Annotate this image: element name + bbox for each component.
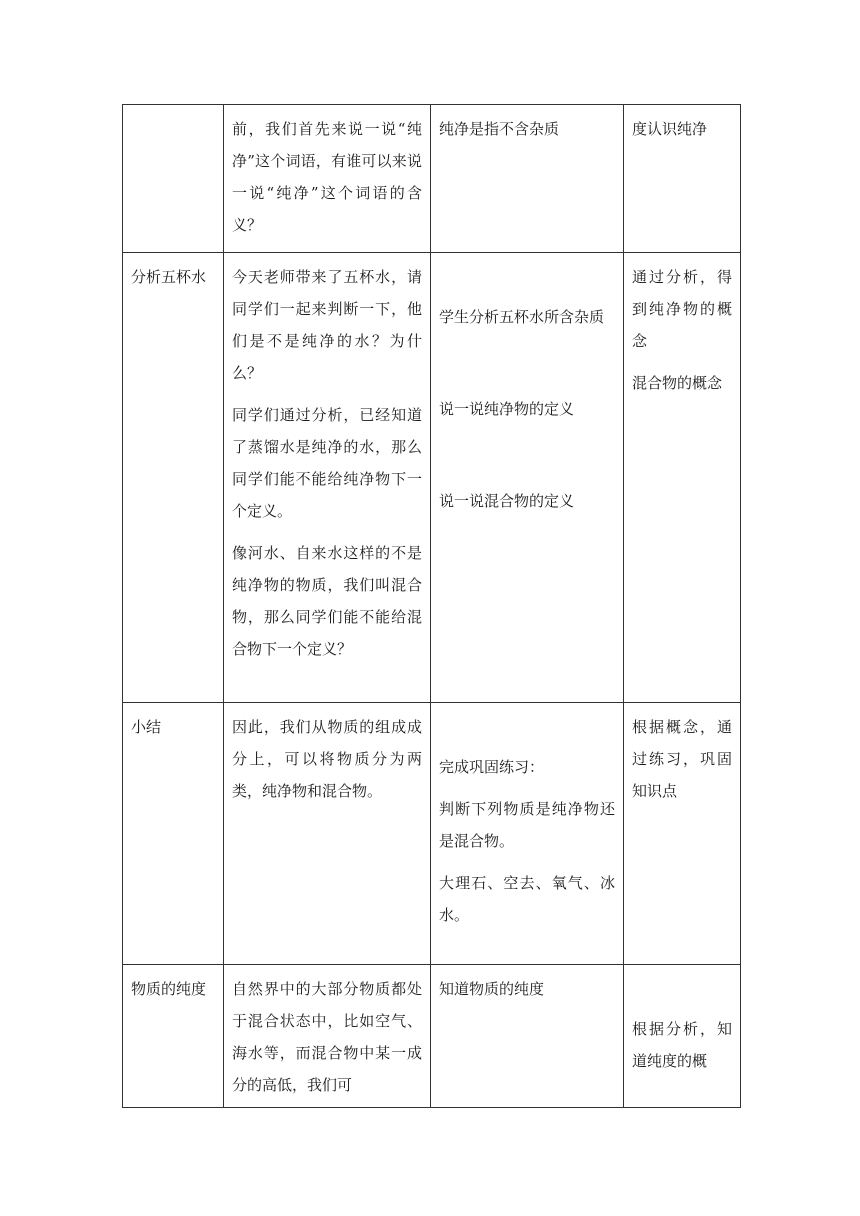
cell-design-intent [624, 965, 741, 1108]
cell-text: 根据分析，知道纯度的概 [632, 1020, 732, 1070]
cell-text: 同学们通过分析，已经知道了蒸馏水是纯净的水，那么同学们能不能给纯净物下一个定义。 [232, 406, 422, 520]
lesson-plan-table [122, 104, 741, 1108]
cell-text: 分析五杯水 [131, 268, 207, 286]
cell-text: 判断下列物质是纯净物还是混合物。 [439, 800, 615, 850]
table-row [123, 253, 741, 703]
table-row [123, 703, 741, 965]
cell-text: 度认识纯净 [632, 120, 708, 138]
cell-text: 知道物质的纯度 [439, 980, 545, 998]
cell-teacher-activity [224, 703, 431, 965]
table-row [123, 965, 741, 1108]
cell-text: 学生分析五杯水所含杂质 [439, 308, 605, 326]
cell-step [123, 253, 224, 703]
cell-student-activity [431, 965, 624, 1108]
cell-text: 今天老师带来了五杯水，请同学们一起来判断一下，他们是不是纯净的水？为什么？ [232, 268, 422, 382]
cell-text: 因此，我们从物质的组成成分上，可以将物质分为两类，纯净物和混合物。 [232, 718, 422, 800]
cell-text: 前，我们首先来说一说“纯净”这个词语，有谁可以来说一说“纯净”这个词语的含义？ [232, 120, 422, 234]
cell-text: 纯净是指不含杂质 [439, 120, 560, 138]
cell-student-activity [431, 703, 624, 965]
cell-design-intent [624, 253, 741, 703]
cell-design-intent [624, 105, 741, 253]
cell-student-activity [431, 105, 624, 253]
cell-text: 通过分析，得到纯净物的概念 [632, 268, 732, 350]
cell-text: 小结 [131, 718, 162, 736]
cell-text: 说一说纯净物的定义 [439, 400, 575, 418]
cell-text: 完成巩固练习： [439, 758, 545, 776]
cell-teacher-activity [224, 105, 431, 253]
cell-text: 混合物的概念 [632, 374, 723, 392]
cell-step [123, 965, 224, 1108]
cell-text: 自然界中的大部分物质都处于混合状态中，比如空气、海水等，而混合物中某一成分的高低，我们可 [232, 980, 422, 1094]
cell-teacher-activity [224, 965, 431, 1108]
cell-step [123, 105, 224, 253]
cell-text: 说一说混合物的定义 [439, 492, 575, 510]
cell-step [123, 703, 224, 965]
cell-text: 像河水、自来水这样的不是纯净物的物质，我们叫混合物，那么同学们能不能给混合物下一个定义？ [232, 544, 422, 658]
cell-design-intent [624, 703, 741, 965]
cell-teacher-activity [224, 253, 431, 703]
table-row [123, 105, 741, 253]
cell-text: 根据概念，通过练习，巩固知识点 [632, 718, 732, 800]
cell-text: 大理石、空去、氧气、冰水。 [439, 874, 615, 924]
cell-student-activity [431, 253, 624, 703]
cell-text: 物质的纯度 [131, 980, 207, 998]
